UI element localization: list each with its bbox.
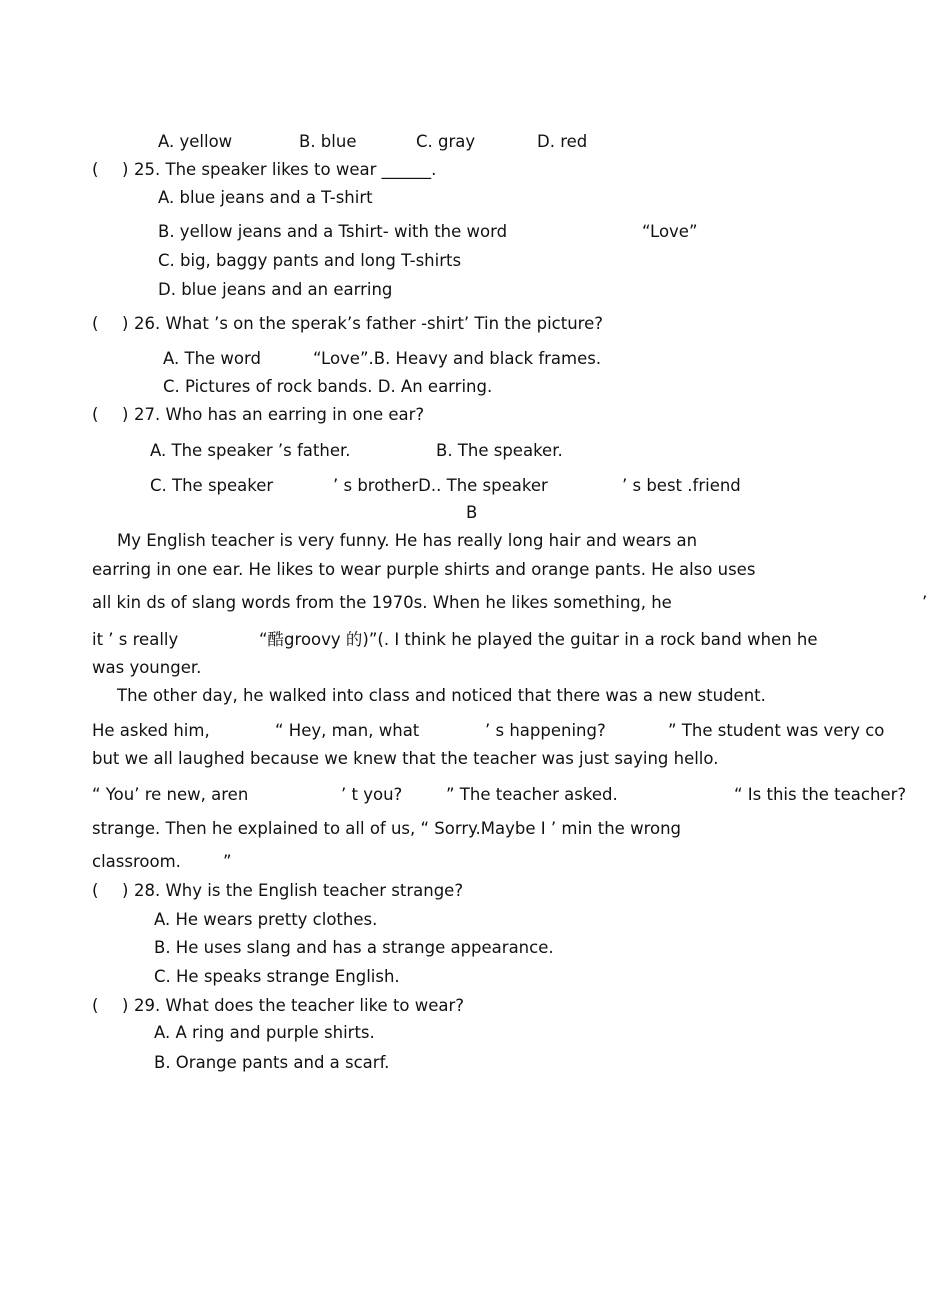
q27-stem: 27. Who has an earring in one ear?: [134, 405, 425, 424]
passage-line: it ’ s really: [92, 630, 179, 649]
q26-answer-close-paren: ): [122, 314, 129, 333]
q29-option-b: B. Orange pants and a scarf.: [154, 1053, 390, 1072]
q27-answer-close-paren: ): [122, 405, 129, 424]
passage-line: strange. Then he explained to all of us, “ Sorry.Maybe I ’ min the wrong: [92, 819, 682, 838]
q28-stem: 28. Why is the English teacher strange?: [134, 881, 464, 900]
passage-line: earring in one ear. He likes to wear purple shirts and orange pants. He also uses: [92, 560, 756, 579]
q27-option-a: A. The speaker ’s father.: [150, 441, 351, 460]
q28-answer-open-paren: (: [92, 881, 99, 900]
passage-fragment: ” The teacher asked.: [446, 785, 618, 804]
q25-stem: 25. The speaker likes to wear ______.: [134, 160, 437, 179]
passage-line: but we all laughed because we knew that the teacher was just saying hello.: [92, 749, 719, 768]
q24-option-c: C. gray: [416, 132, 476, 151]
passage-line: He asked him,: [92, 721, 210, 740]
passage-line: “ You’ re new, aren: [92, 785, 249, 804]
passage-fragment: ’ t you?: [341, 785, 403, 804]
q26-option-a: A. The word: [163, 349, 261, 368]
q24-option-b: B. blue: [299, 132, 357, 151]
passage-fragment: ”: [223, 852, 232, 871]
q27-option-c-d: ’ s brotherD.. The speaker: [333, 476, 548, 495]
passage-line: was younger.: [92, 658, 202, 677]
q28-option-b: B. He uses slang and has a strange appearance.: [154, 938, 554, 957]
passage-line: “酷groovy 的)”(. I think he played the guitar in a rock band when he: [259, 630, 818, 649]
q26-option-c-d: C. Pictures of rock bands. D. An earring.: [163, 377, 493, 396]
passage-fragment: “ Hey, man, what: [275, 721, 420, 740]
passage-fragment: ’: [922, 593, 928, 612]
passage-fragment: “ Is this the teacher?: [734, 785, 907, 804]
q25-option-b-quote: “Love”: [642, 222, 698, 241]
q29-answer-close-paren: ): [122, 996, 129, 1015]
q25-option-d: D. blue jeans and an earring: [158, 280, 393, 299]
q26-option-a-b: “Love”.B. Heavy and black frames.: [313, 349, 602, 368]
q25-option-b: B. yellow jeans and a Tshirt- with the word: [158, 222, 508, 241]
q25-answer-open-paren: (: [92, 160, 99, 179]
q26-answer-open-paren: (: [92, 314, 99, 333]
passage-line: classroom.: [92, 852, 181, 871]
q28-option-c: C. He speaks strange English.: [154, 967, 400, 986]
q28-answer-close-paren: ): [122, 881, 129, 900]
q26-stem: 26. What ’s on the sperak’s father -shirt’ Tin the picture?: [134, 314, 603, 333]
passage-fragment: ” The student was very co: [668, 721, 885, 740]
passage-line: My English teacher is very funny. He has really long hair and wears an: [117, 531, 698, 550]
section-b-heading: B: [466, 503, 478, 522]
passage-fragment: ’ s happening?: [485, 721, 606, 740]
q27-answer-open-paren: (: [92, 405, 99, 424]
q27-option-c: C. The speaker: [150, 476, 274, 495]
q27-option-b: B. The speaker.: [436, 441, 563, 460]
q29-stem: 29. What does the teacher like to wear?: [134, 996, 465, 1015]
q25-option-c: C. big, baggy pants and long T-shirts: [158, 251, 462, 270]
q25-option-a: A. blue jeans and a T-shirt: [158, 188, 373, 207]
q29-option-a: A. A ring and purple shirts.: [154, 1023, 375, 1042]
q28-option-a: A. He wears pretty clothes.: [154, 910, 378, 929]
q24-option-d: D. red: [537, 132, 588, 151]
q27-option-d-tail: ’ s best .friend: [622, 476, 741, 495]
passage-line: The other day, he walked into class and noticed that there was a new student.: [117, 686, 766, 705]
passage-line: all kin ds of slang words from the 1970s. When he likes something, he: [92, 593, 672, 612]
q25-answer-close-paren: ): [122, 160, 129, 179]
q29-answer-open-paren: (: [92, 996, 99, 1015]
q24-option-a: A. yellow: [158, 132, 233, 151]
